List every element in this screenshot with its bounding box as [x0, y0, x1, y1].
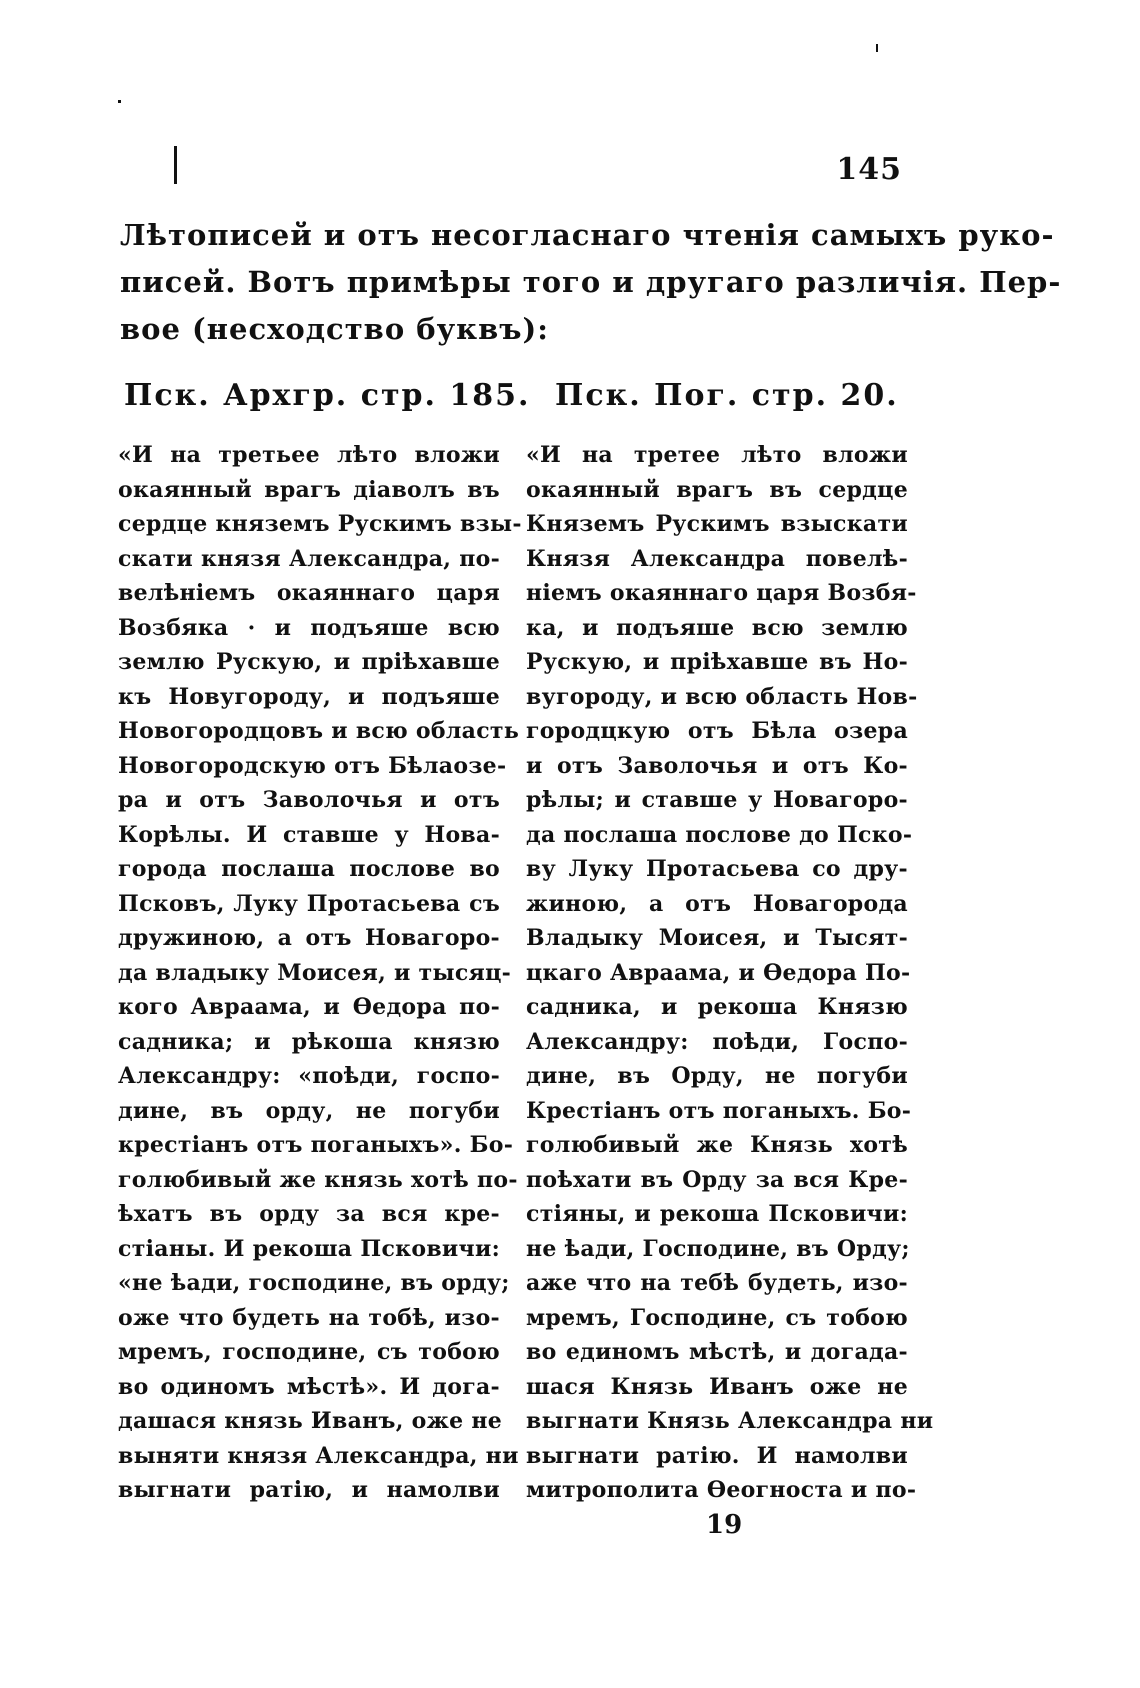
text-line: не ѣади, Господине, въ Орду;: [526, 1235, 910, 1262]
text-line: да послаша послове до Пско-: [526, 821, 913, 848]
text-line: Корѣлы. И ставше у Нова-: [118, 821, 500, 848]
text-line: мремъ, Господине, съ тобою: [526, 1304, 908, 1331]
text-line: выняти князя Александра, ни: [118, 1442, 519, 1469]
text-line: мремъ, господине, съ тобою: [118, 1339, 500, 1365]
text-line: Александру: «поѣди, госпо-: [118, 1063, 500, 1089]
text-line: кого Авраама, и Ѳедора по-: [118, 994, 500, 1020]
text-line: крестіанъ отъ поганыхъ». Бо-: [118, 1132, 514, 1158]
scan-speck: [118, 100, 121, 103]
intro-line: писей. Вотъ примѣры того и другаго различія. Пер-: [120, 265, 1062, 299]
text-line: скати князя Александра, по-: [118, 545, 501, 572]
text-line: землю Рускую, и пріѣхавше: [118, 649, 500, 675]
text-line: во одиномъ мѣстѣ». И дога-: [118, 1373, 500, 1400]
text-line: ка, и подъяше всю землю: [526, 614, 908, 641]
text-line: Княземъ Рускимъ взыскати: [526, 511, 908, 537]
text-line: къ Новугороду, и подъяше: [118, 683, 500, 710]
text-line: голюбивый же князь хотѣ по-: [118, 1166, 518, 1193]
intro-line: Лѣтописей и отъ несогласнаго чтенія самыхъ руко-: [120, 218, 1055, 252]
intro-paragraph: [120, 212, 1062, 353]
text-line: оже что будеть на тобѣ, изо-: [118, 1304, 500, 1331]
right-column-text: [526, 438, 934, 1508]
text-line: дине, въ Орду, не погуби: [526, 1063, 908, 1089]
text-line: выгнати ратію, и намолви: [118, 1477, 500, 1503]
text-line: городцкую отъ Бѣла озера: [526, 718, 908, 744]
left-column-text: [118, 438, 522, 1508]
text-line: «И на третее лѣто вложи: [526, 442, 908, 468]
text-line: Псковъ, Луку Протасьева съ: [118, 890, 500, 917]
text-line: ра и отъ Заволочья и отъ: [118, 787, 500, 813]
text-line: дине, въ орду, не погуби: [118, 1097, 500, 1124]
text-line: вугороду, и всю область Нов-: [526, 683, 918, 710]
text-line: «не ѣади, господине, въ орду;: [118, 1270, 510, 1296]
text-line: ву Луку Протасьева со дру-: [526, 856, 908, 882]
page-number: 145: [836, 152, 902, 187]
text-line: голюбивый же Князь хотѣ: [526, 1132, 908, 1158]
text-line: города послаша послове во: [118, 856, 500, 882]
text-line: Новогородскую отъ Бѣлаозе-: [118, 752, 507, 779]
text-line: Возбяка · и подъяше всю: [118, 614, 500, 641]
text-line: и отъ Заволочья и отъ Ко-: [526, 752, 908, 779]
text-line: рѣлы; и ставше у Новагоро-: [526, 787, 908, 813]
text-line: окаянный врагъ въ сердце: [526, 476, 908, 503]
text-line: шася Князь Иванъ оже не: [526, 1373, 908, 1400]
text-line: жиною, а отъ Новагорода: [526, 890, 908, 917]
text-line: ѣхатъ въ орду за вся кре-: [118, 1201, 500, 1227]
text-line: Новогородцовъ и всю область: [118, 718, 520, 744]
scan-mark-left: [174, 146, 177, 184]
text-line: во единомъ мѣстѣ, и догада-: [526, 1339, 908, 1365]
intro-line: вое (несходство буквъ):: [120, 312, 549, 346]
left-column-heading: Пск. Архгр. стр. 185.: [124, 378, 531, 413]
text-line: ніемъ окаяннаго царя Возбя-: [526, 580, 917, 606]
text-line: выгнати Князь Александра ни: [526, 1408, 934, 1434]
text-line: митрополита Ѳеогноста и по-: [526, 1477, 917, 1503]
text-line: аже что на тебѣ будеть, изо-: [526, 1270, 908, 1296]
signature-mark: 19: [706, 1510, 743, 1540]
text-line: окаянный врагъ діаволъ въ: [118, 476, 500, 503]
text-line: Князя Александра повелѣ-: [526, 545, 908, 572]
right-column-heading: Пск. Пог. стр. 20.: [555, 378, 899, 413]
text-line: Крестіанъ отъ поганыхъ. Бо-: [526, 1097, 912, 1124]
text-line: дружиною, а отъ Новагоро-: [118, 925, 500, 951]
text-line: Александру: поѣди, Госпо-: [526, 1028, 908, 1055]
text-line: дашася князь Иванъ, оже не: [118, 1408, 503, 1434]
text-line: велѣніемъ окаяннаго царя: [118, 580, 500, 606]
text-line: стіяны, и рекоша Псковичи:: [526, 1201, 908, 1227]
text-line: поѣхати въ Орду за вся Кре-: [526, 1166, 908, 1193]
text-line: стіаны. И рекоша Псковичи:: [118, 1235, 500, 1262]
text-line: цкаго Авраама, и Ѳедора По-: [526, 959, 911, 986]
text-line: да владыку Моисея, и тысяц-: [118, 959, 512, 986]
text-line: Владыку Моисея, и Тысят-: [526, 925, 908, 951]
text-line: сердце княземъ Рускимъ взы-: [118, 511, 522, 537]
text-line: садника; и рѣкоша князю: [118, 1028, 500, 1055]
text-line: Рускую, и пріѣхавше въ Но-: [526, 649, 908, 675]
text-line: выгнати ратію. И намолви: [526, 1442, 908, 1469]
scan-mark-top: [876, 44, 878, 52]
text-line: «И на третьее лѣто вложи: [118, 442, 500, 468]
text-line: садника, и рекоша Князю: [526, 994, 908, 1020]
